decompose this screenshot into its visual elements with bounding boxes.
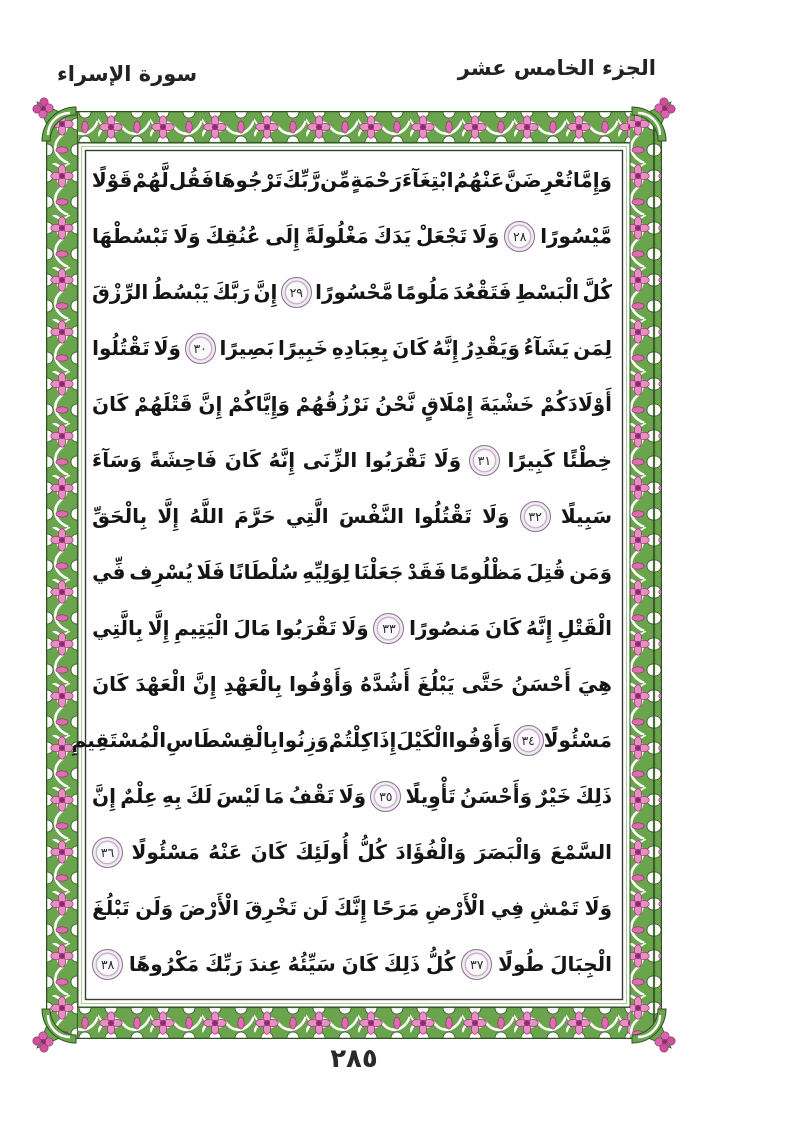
- quran-word: بِالْحَقِّ: [92, 504, 148, 528]
- quran-word: وَمَن: [569, 560, 612, 584]
- quran-word: تَقْفُ: [288, 784, 335, 808]
- quran-word: مَغْلُولَةً: [304, 224, 369, 248]
- quran-word: إِنَّ: [198, 392, 223, 416]
- quran-word: لَكَ: [185, 784, 213, 808]
- quran-word: الْقَتْلِ: [557, 616, 612, 640]
- quran-word: خَيْرٌ: [536, 784, 572, 808]
- quran-word: إِنَّكَ: [333, 896, 367, 920]
- quran-word: جَعَلْنَا: [353, 560, 404, 584]
- quran-word: أَحْسَنُ: [511, 672, 571, 696]
- quran-word: وَلَا: [341, 616, 369, 640]
- quran-word: الرِّزْقَ: [92, 280, 149, 304]
- quran-word: فَاحِشَةً: [149, 448, 218, 472]
- quran-word: مَنصُورًا: [409, 616, 481, 640]
- quran-word: قَوْلًا: [91, 168, 133, 192]
- quran-word: تُعْرِضَنَّ: [504, 168, 573, 192]
- quran-word: الَّتِي: [285, 504, 329, 528]
- quran-word: إِلَى: [265, 224, 300, 248]
- ayah-number-marker: ٣٣: [373, 613, 404, 644]
- ayah-number-marker: ٣٥: [370, 781, 401, 812]
- quran-word: سُلْطَانًا: [228, 560, 299, 584]
- quran-word: الزِّنَى: [302, 448, 358, 472]
- quran-line: [92, 488, 612, 544]
- quran-word: أَوْلَادَكُمْ: [540, 392, 612, 416]
- quran-word: خَبِيرًا: [277, 336, 329, 360]
- quran-word: وَزِنُوا: [277, 728, 329, 752]
- quran-word: وَسَآءَ: [92, 448, 142, 472]
- ayah-number-marker: ٣٨: [92, 949, 123, 980]
- quran-word: تَأْوِيلًا: [405, 784, 456, 808]
- quran-word: أَشُدَّهُ: [360, 672, 411, 696]
- quran-word: كَانَ: [224, 448, 261, 472]
- quran-word: ذَلِكَ: [383, 952, 421, 976]
- quran-word: فَقَدْ: [407, 560, 447, 584]
- ayah-number-marker: ٣١: [469, 445, 500, 476]
- ayah-number-marker: ٢٨: [504, 221, 535, 252]
- quran-word: تَبْلُغَ: [92, 896, 130, 920]
- quran-word: اللَّهُ: [189, 504, 224, 528]
- quran-line: [92, 544, 612, 600]
- quran-word: ذَلِكَ: [575, 784, 612, 808]
- quran-word: الْجِبَالَ: [550, 952, 612, 976]
- quran-word: الْعَهْدَ: [135, 672, 186, 696]
- quran-word: الْمُسْتَقِيمِ: [71, 728, 167, 752]
- quran-word: لَّهُمْ: [132, 168, 169, 192]
- quran-word: طُولًا: [498, 952, 545, 976]
- quran-word: تَجْعَلْ: [416, 224, 468, 248]
- quran-word: الْبَسْطِ: [514, 280, 580, 304]
- quran-line: [92, 432, 612, 488]
- quran-word: تَقْتُلُوا: [92, 336, 150, 360]
- quran-word: إِلَّا: [147, 616, 170, 640]
- quran-word: كَانَ: [485, 616, 522, 640]
- quran-word: مَّحْسُورًا: [315, 280, 394, 304]
- quran-word: وَأَوْفُوا: [448, 728, 513, 752]
- quran-word: وَالْبَصَرَ: [474, 840, 542, 864]
- quran-word: وَالْفُؤَادَ: [395, 840, 467, 864]
- border-band-bottom: [46, 1007, 662, 1039]
- quran-word: مَظْلُومًا: [450, 560, 523, 584]
- quran-word: وَلَن: [135, 896, 174, 920]
- quran-word: وَلَا: [433, 448, 462, 472]
- quran-word: الْأَرْضَ: [178, 896, 240, 920]
- ayah-number-marker: ٣٢: [520, 501, 551, 532]
- quran-line: [92, 936, 612, 992]
- quran-word: مَرَحًا: [372, 896, 420, 920]
- quran-word: قُتِلَ: [526, 560, 566, 584]
- quran-line: [92, 152, 612, 208]
- quran-word: تَمْشِ: [529, 896, 579, 920]
- ayah-number-marker: ٣٤: [513, 725, 544, 756]
- quran-word: رَبِّكَ: [205, 952, 243, 976]
- quran-word: هِيَ: [577, 672, 612, 696]
- quran-word: فِي: [490, 896, 525, 920]
- quran-word: تَقْتُلُوا: [414, 504, 472, 528]
- quran-word: فَتَقْعُدَ: [452, 280, 512, 304]
- quran-word: إِنَّهُ: [432, 336, 459, 360]
- quran-word: تَقْرَبُوا: [364, 448, 427, 472]
- quran-word: قَتْلَهُمْ: [134, 392, 193, 416]
- quran-word: كَانَ: [392, 336, 429, 360]
- quran-word: بِالْعَهْدِ: [223, 672, 283, 696]
- quran-word: يَدَكَ: [373, 224, 412, 248]
- quran-word: السَّمْعَ: [550, 840, 612, 864]
- quran-word: كُلُّ: [357, 840, 387, 864]
- quran-word: نَرْزُقُهُمْ: [295, 392, 370, 416]
- quran-word: عَنْهُ: [208, 840, 243, 864]
- quran-word: ابْتِغَآءَ: [401, 168, 454, 192]
- quran-word: إِنَّهُ: [268, 448, 296, 472]
- quran-word: كِلْتُمْ: [328, 728, 373, 752]
- quran-word: يَبْلُغَ: [417, 672, 455, 696]
- quran-word: كَانَ: [341, 952, 378, 976]
- border-band-right: [630, 111, 662, 1039]
- quran-word: وَلَا: [173, 224, 201, 248]
- quran-word: كَانَ: [92, 672, 129, 696]
- quran-word: رَبَّكَ: [212, 280, 251, 304]
- quran-word: رَّبِّكَ: [282, 168, 321, 192]
- quran-word: فَلَا: [196, 560, 225, 584]
- quran-word: لَن: [302, 896, 329, 920]
- quran-line: [92, 656, 612, 712]
- quran-word: وَلَا: [472, 224, 500, 248]
- quran-word: مَالَ: [233, 616, 271, 640]
- quran-word: كَانَ: [92, 392, 129, 416]
- quran-word: إِلَّا: [157, 504, 180, 528]
- quran-word: وَيَقْدِرُ: [462, 336, 520, 360]
- quran-word: بِالَّتِي: [92, 616, 144, 640]
- quran-line: [92, 880, 612, 936]
- quran-word: يَشَآءُ: [523, 336, 570, 360]
- quran-word: كَانَ: [250, 840, 287, 864]
- quran-word: كُلُّ: [425, 952, 456, 976]
- quran-word: أُولَئِكَ: [295, 840, 349, 864]
- quran-word: وَأَوْفُوا: [289, 672, 354, 696]
- quran-word: مَسْئُولًا: [543, 728, 612, 752]
- quran-word: عِلْمٌ: [120, 784, 158, 808]
- quran-word: تَخْرِقَ: [244, 896, 297, 920]
- quran-word: وَلَا: [338, 784, 367, 808]
- quran-word: وَأَحْسَنُ: [459, 784, 533, 808]
- quran-word: مَسْئُولًا: [131, 840, 200, 864]
- quran-word: عُنُقِكَ: [205, 224, 261, 248]
- quran-word: كُلَّ: [582, 280, 612, 304]
- quran-word: إِنَّ: [192, 672, 217, 696]
- page-number: ٢٨٥: [330, 1044, 378, 1074]
- quran-word: حَتَّى: [461, 672, 505, 696]
- quran-word: وَلَا: [153, 336, 181, 360]
- quran-word: نَّحْنُ: [375, 392, 416, 416]
- quran-word: مِّن: [320, 168, 351, 192]
- quran-line: [92, 264, 612, 320]
- quran-word: النَّفْسَ: [338, 504, 405, 528]
- surah-header-label: سورة الإسراء: [57, 62, 198, 86]
- quran-word: لِوَلِيِّهِ: [302, 560, 351, 584]
- quran-word: إِنَّ: [92, 784, 116, 808]
- quran-word: الْأَرْضِ: [424, 896, 486, 920]
- juz-header-label: الجزء الخامس عشر: [457, 56, 656, 80]
- quran-line: [92, 208, 612, 264]
- quran-line: [71, 712, 612, 768]
- border-band-top: [46, 111, 662, 143]
- quran-word: مَا: [264, 784, 285, 808]
- border-band-left: [46, 111, 78, 1039]
- quran-word: خَشْيَةَ: [479, 392, 535, 416]
- quran-word: بِالْقِسْطَاسِ: [166, 728, 278, 752]
- quran-word: تَبْسُطْهَا: [92, 224, 169, 248]
- ayah-number-marker: ٣٦: [92, 837, 123, 868]
- quran-word: وَلَا: [482, 504, 510, 528]
- quran-word: إِمْلَاقٍ: [421, 392, 474, 416]
- quran-word: تَقْرَبُوا: [275, 616, 337, 640]
- quran-word: إِنَّ: [253, 280, 278, 304]
- quran-word: لِمَن: [573, 336, 612, 360]
- quran-text-block: [71, 152, 612, 992]
- quran-word: عِندَ: [248, 952, 282, 976]
- quran-word: بِعِبَادِهِ: [331, 336, 389, 360]
- quran-word: إِذَا: [372, 728, 397, 752]
- ayah-number-marker: ٣٠: [185, 333, 216, 364]
- quran-word: سَبِيلًا: [560, 504, 612, 528]
- quran-word: فَقُل: [168, 168, 215, 192]
- quran-word: رَحْمَةٍ: [350, 168, 402, 192]
- quran-word: مَلُومًا: [396, 280, 450, 304]
- ayah-number-marker: ٣٧: [461, 949, 492, 980]
- quran-word: تَرْجُوهَا: [214, 168, 283, 192]
- quran-line: [92, 376, 612, 432]
- quran-word: عَنْهُمُ: [453, 168, 505, 192]
- quran-word: إِنَّهُ: [526, 616, 553, 640]
- quran-word: سَيِّئُهُ: [287, 952, 336, 976]
- quran-word: لَيْسَ: [216, 784, 261, 808]
- quran-word: وَإِيَّاكُمْ: [228, 392, 290, 416]
- quran-word: وَإِمَّا: [572, 168, 612, 192]
- quran-line: [92, 320, 612, 376]
- quran-word: بِهِ: [161, 784, 182, 808]
- quran-word: الْكَيْلَ: [396, 728, 449, 752]
- quran-word: حَرَّمَ: [234, 504, 276, 528]
- quran-word: كَبِيرًا: [507, 448, 555, 472]
- quran-word: يَبْسُطُ: [151, 280, 210, 304]
- quran-word: بَصِيرًا: [219, 336, 275, 360]
- quran-word: مَّيْسُورًا: [540, 224, 612, 248]
- quran-word: الْيَتِيمِ: [174, 616, 229, 640]
- quran-word: يُسْرِف: [129, 560, 193, 584]
- quran-word: فِّي: [92, 560, 126, 584]
- quran-line: [92, 824, 612, 880]
- ayah-number-marker: ٢٩: [281, 277, 312, 308]
- quran-line: [92, 768, 612, 824]
- quran-word: وَلَا: [584, 896, 612, 920]
- quran-word: خِطْئًا: [562, 448, 612, 472]
- quran-word: مَكْرُوهًا: [128, 952, 200, 976]
- quran-line: [92, 600, 612, 656]
